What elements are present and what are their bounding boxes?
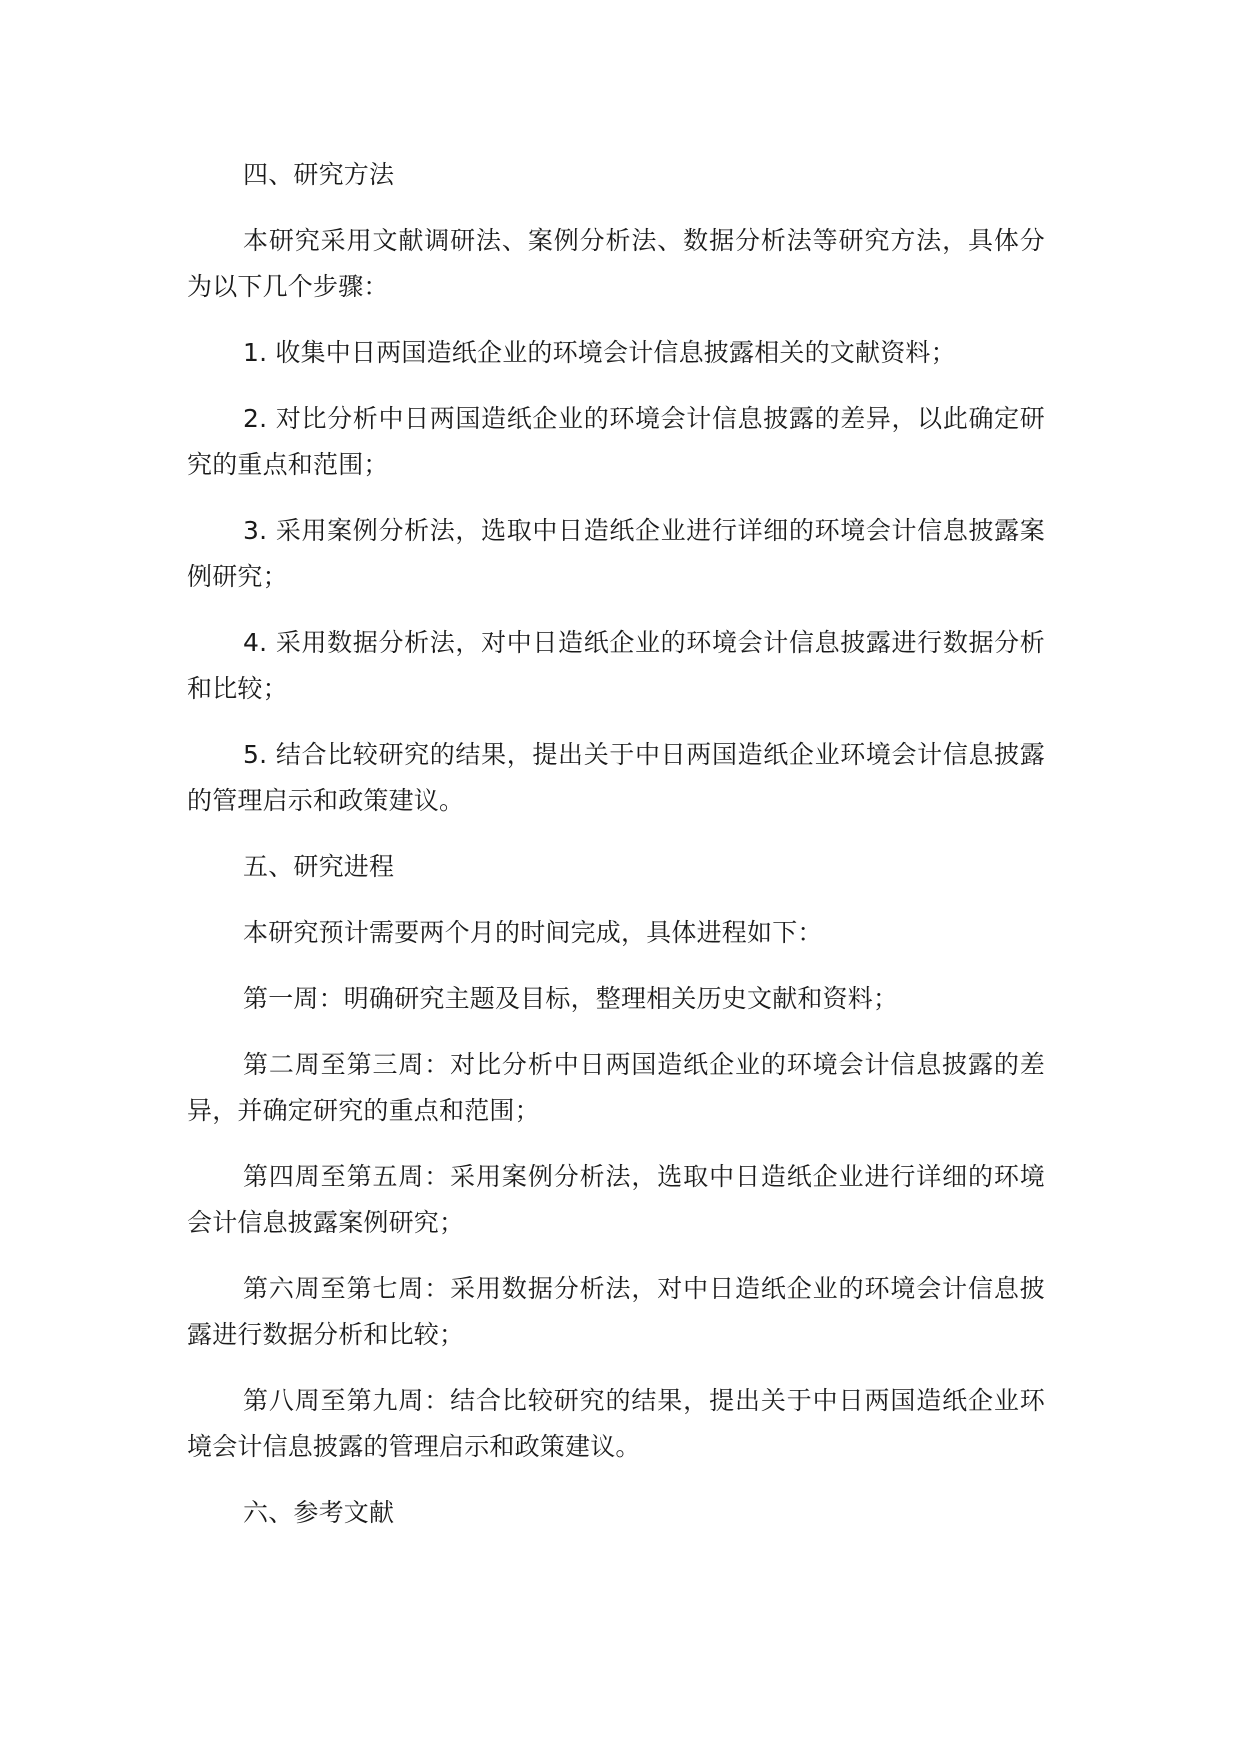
method-step-3: 3. 采用案例分析法，选取中日造纸企业进行详细的环境会计信息披露案例研究； bbox=[187, 516, 1045, 591]
method-step-4: 4. 采用数据分析法，对中日造纸企业的环境会计信息披露进行数据分析和比较； bbox=[187, 628, 1045, 703]
method-step-5: 5. 结合比较研究的结果，提出关于中日两国造纸企业环境会计信息披露的管理启示和政策建议。 bbox=[187, 740, 1045, 815]
progress-week-1: 第一周：明确研究主题及目标，整理相关历史文献和资料； bbox=[243, 984, 899, 1013]
section-heading-methods: 四、研究方法 bbox=[243, 160, 395, 189]
progress-intro: 本研究预计需要两个月的时间完成，具体进程如下： bbox=[243, 918, 823, 947]
progress-week-4-5: 第四周至第五周：采用案例分析法，选取中日造纸企业进行详细的环境会计信息披露案例研究； bbox=[187, 1162, 1045, 1237]
section-heading-references: 六、参考文献 bbox=[243, 1498, 395, 1527]
method-step-1: 1. 收集中日两国造纸企业的环境会计信息披露相关的文献资料； bbox=[243, 338, 956, 367]
methods-intro: 本研究采用文献调研法、案例分析法、数据分析法等研究方法，具体分为以下几个步骤： bbox=[187, 226, 1045, 301]
progress-week-6-7: 第六周至第七周：采用数据分析法，对中日造纸企业的环境会计信息披露进行数据分析和比较； bbox=[187, 1274, 1045, 1349]
progress-week-2-3: 第二周至第三周：对比分析中日两国造纸企业的环境会计信息披露的差异，并确定研究的重点和范围； bbox=[187, 1050, 1045, 1125]
section-heading-progress: 五、研究进程 bbox=[243, 852, 395, 881]
document-body bbox=[187, 152, 1045, 1556]
progress-week-8-9: 第八周至第九周：结合比较研究的结果，提出关于中日两国造纸企业环境会计信息披露的管理启示和政策建议。 bbox=[187, 1386, 1045, 1461]
method-step-2: 2. 对比分析中日两国造纸企业的环境会计信息披露的差异，以此确定研究的重点和范围； bbox=[187, 404, 1045, 479]
